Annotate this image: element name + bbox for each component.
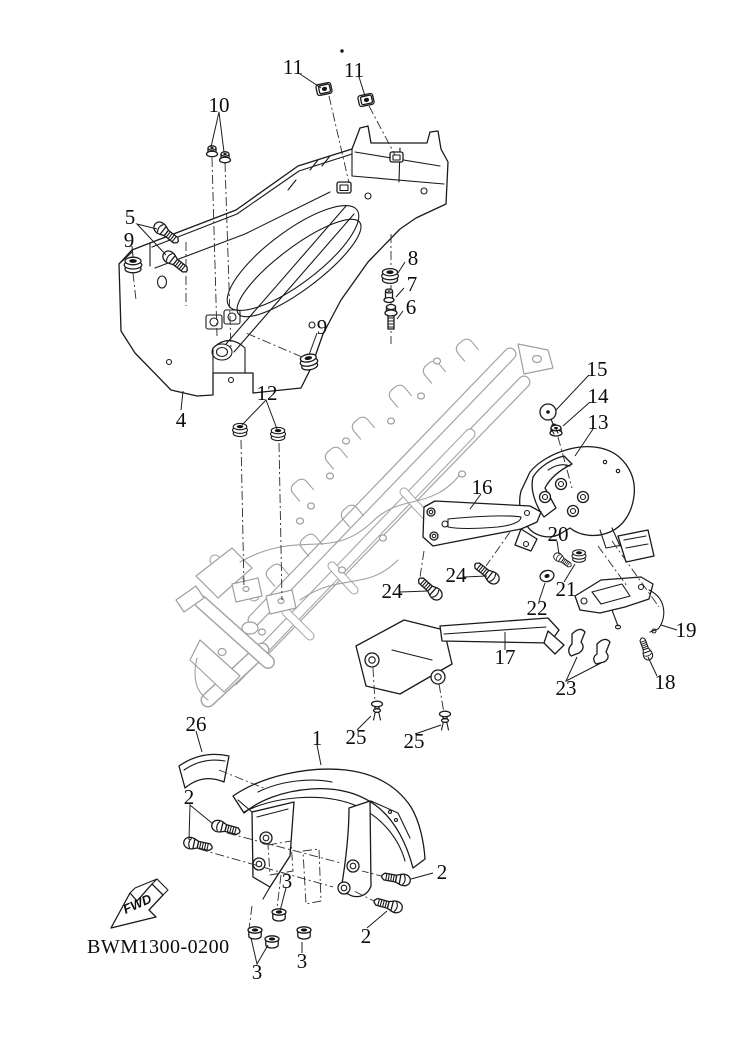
bracket-part17 [356, 618, 564, 694]
screw-2-c [381, 870, 411, 886]
screw-2-d [373, 896, 404, 914]
grommet-3-b [248, 927, 262, 939]
callout-18: 18 [654, 670, 676, 694]
callout-13: 13 [587, 410, 609, 434]
callout-25-b: 25 [403, 729, 425, 753]
bolt-20 [552, 551, 573, 569]
callout-2-c: 2 [360, 924, 372, 948]
stray-dot [340, 49, 343, 52]
callout-10: 10 [208, 93, 230, 117]
screw-24-a [415, 575, 444, 603]
fwd-label: FWD [120, 891, 154, 917]
cap-nut-10-left [207, 146, 218, 157]
bracket-part19 [575, 577, 664, 633]
grommet-12-left [233, 423, 248, 436]
screw-2-b [183, 836, 214, 853]
callout-21: 21 [555, 577, 577, 601]
callout-8: 8 [407, 246, 419, 270]
callout-9-a: 9 [123, 228, 135, 252]
screw-2-a [210, 819, 241, 837]
callout-3-b: 3 [296, 949, 308, 973]
collar-7 [384, 289, 394, 303]
callout-12: 12 [256, 381, 278, 405]
callout-11-a: 11 [282, 55, 304, 79]
rivet-25-right [440, 711, 451, 730]
callout-24-b: 24 [381, 579, 403, 603]
callout-6: 6 [405, 295, 417, 319]
callout-3-c: 3 [251, 960, 263, 984]
rivet-25-left [372, 701, 383, 720]
callout-25-a: 25 [345, 725, 367, 749]
square-nut-11-left [316, 82, 333, 96]
washer-22 [539, 569, 555, 583]
cap-nut-10-right [220, 152, 231, 163]
callout-2-a: 2 [183, 785, 195, 809]
callout-19: 19 [675, 618, 697, 642]
grommet-9-left [124, 257, 142, 273]
bolt-6 [385, 305, 397, 330]
callout-7: 7 [406, 272, 418, 296]
grommet-3-d [297, 927, 311, 939]
fwd-arrow [111, 879, 168, 928]
callout-1: 1 [311, 726, 323, 750]
bushing-21 [572, 550, 586, 562]
callout-24-a: 24 [445, 563, 467, 587]
callout-2-b: 2 [436, 860, 448, 884]
clips-part23 [569, 629, 610, 664]
callout-5: 5 [124, 205, 136, 229]
callout-4: 4 [175, 408, 187, 432]
callout-20: 20 [547, 522, 569, 546]
screw-18 [638, 637, 654, 662]
callout-26: 26 [185, 712, 207, 736]
bracket-part16 [423, 501, 541, 551]
callout-15: 15 [586, 357, 608, 381]
nut-14 [550, 425, 562, 436]
square-nut-11-right [358, 93, 375, 107]
damper-8 [382, 269, 399, 284]
drawing-code: BWM1300-0200 [87, 936, 230, 958]
callout-22: 22 [526, 596, 548, 620]
washer-pin-15 [540, 404, 556, 428]
callout-23: 23 [555, 676, 577, 700]
screw-24-b [472, 560, 502, 587]
callout-16: 16 [471, 475, 493, 499]
callout-17: 17 [494, 645, 516, 669]
grommet-3-a [272, 909, 286, 921]
grommet-12-right [271, 427, 286, 440]
callout-14: 14 [587, 384, 609, 408]
callout-3-a: 3 [281, 869, 293, 893]
tail-housing-part13 [520, 447, 654, 562]
callout-11-b: 11 [343, 58, 365, 82]
callout-9-b: 9 [316, 315, 328, 339]
